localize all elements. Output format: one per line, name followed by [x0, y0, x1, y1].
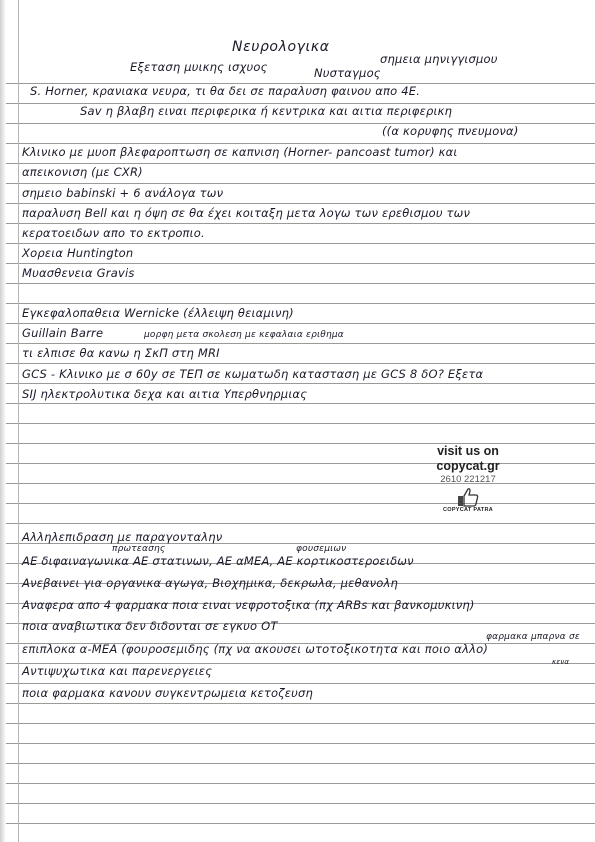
note-line: κερατοειδων απο το εκτροπιο. [22, 226, 205, 240]
note-line: Ανεβαινει για οργανικα αγωγα, Βιοχημικα, δεκρωλα, μεθανολη [22, 576, 398, 590]
note-line: Αντιψυχωτικα και παρενεργειες [22, 664, 213, 678]
note-line: ((α κορυφης πνευμονα) [382, 124, 519, 138]
note-line: απεικονιση (με CXR) [22, 165, 143, 179]
notes-subtitle-left: Εξεταση μυικης ισχυος [130, 60, 268, 74]
notes-subtitle-mid: Νυσταγμος [314, 66, 381, 80]
note-line: παραλυση Bell και η όψη σε θα έχει κοιταξη μετα λογω των ερεθισμου των [22, 206, 471, 220]
stamp-brand: COPYCAT PATRA [442, 507, 494, 513]
stamp-phone: 2610 221217 [440, 474, 496, 485]
margin-line [18, 0, 19, 842]
page-edge-shadow [0, 0, 6, 842]
note-line: Μυασθενεια Gravis [22, 266, 135, 280]
copycat-stamp [418, 444, 518, 520]
stamp-website: copycat.gr [436, 459, 500, 473]
note-line: Χορεια Huntington [22, 246, 134, 260]
note-line: ποια αναβιωτικα δεν διδονται σε εγκυο ΟΤ [22, 619, 278, 633]
notes-subtitle-right: σημεια μηνιγγισμου [380, 52, 498, 66]
note-line: Εγκεφαλοπαθεια Wernicke (έλλειψη θειαμινη) [22, 306, 294, 320]
note-annotation: μορφη μετα σκολεση με κεφαλαια εριθημα [144, 330, 344, 340]
note-annotation: πρωτεασης [112, 544, 166, 554]
note-line: Αναφερα απο 4 φαρμακα ποια ειναι νεφροτοξικα (πχ ΑRBs και βανκομυκινη) [22, 598, 475, 612]
note-line: GCS - Κλινικο με σ 60y σε ΤΕΠ σε κωματωδη κατασταση με GCS 8 δΟ? Εξετα [22, 367, 484, 381]
thumbs-up-icon [457, 487, 479, 507]
note-annotation: φουσεμιων [296, 544, 347, 554]
note-line: Κλινικο με μυοπ βλεφαροπτωση σε καπνιση (Horner- pancoast tumor) και [22, 145, 458, 159]
note-annotation: κενα [552, 658, 570, 666]
note-annotation: φαρμακα μπαρνα σε [486, 632, 580, 642]
note-line: SIJ ηλεκτρολυτικα δεχα και αιτια Υπερθνηρμιας [22, 387, 308, 401]
note-line: σημειο babinski + 6 ανάλογα των [22, 186, 224, 200]
note-line: Guillain Barre [22, 326, 104, 340]
notes-title: Νευρολογικα [232, 39, 330, 55]
stamp-visit-text: visit us on [437, 444, 499, 458]
note-line: S. Horner, κρανιακα νευρα, τι θα δει σε παραλυση φαινου απο 4Ε. [30, 84, 421, 98]
note-line: Αλληλεπιδραση με παραγονταλην [22, 530, 223, 544]
note-line: Sav η βλαβη ειναι περιφερικα ή κεντρικα και αιτια περιφερικη [80, 104, 453, 118]
note-line: ΑΕ διφαιναγωνικα ΑΕ στατινων, ΑΕ αΜΕΑ, ΑΕ κορτικοστεροειδων [22, 554, 414, 568]
note-line: τι ελπισε θα κανω η ΣκΠ στη MRI [22, 346, 220, 360]
note-line: ποια φαρμακα κανουν συγκεντρωμεια κετοζευση [22, 686, 313, 700]
note-line: επιπλοκα α-ΜΕΑ (φουροσεμιδης (πχ να ακουσει ωτοτοξικοτητα και ποιο αλλο) [22, 642, 489, 656]
